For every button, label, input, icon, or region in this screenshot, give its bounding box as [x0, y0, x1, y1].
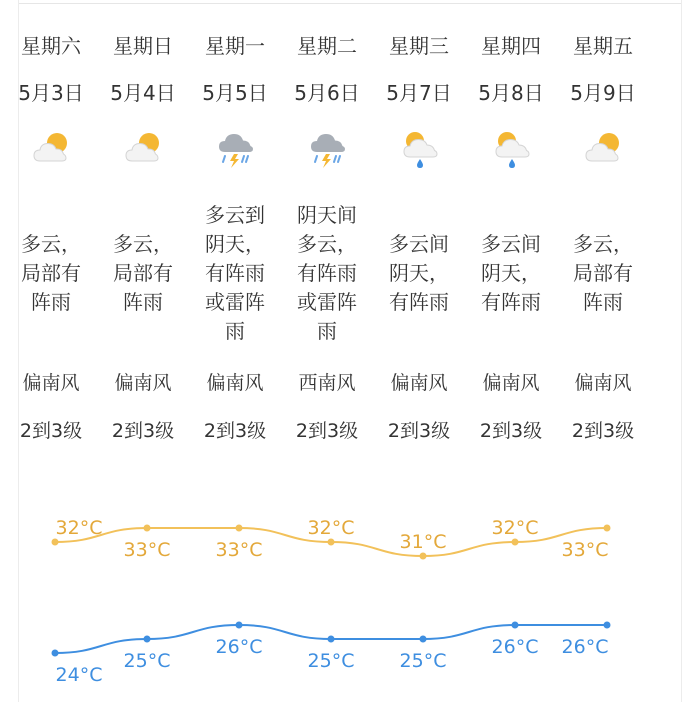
high-temp-point	[52, 539, 59, 546]
day-wind-level: 2到3级	[571, 420, 635, 442]
low-temp-label: 26°C	[561, 636, 609, 658]
day-wind-level: 2到3级	[19, 420, 83, 442]
low-temp-label: 26°C	[491, 636, 539, 658]
day-weekday: 星期五	[573, 34, 633, 58]
low-temp-label: 26°C	[215, 636, 263, 658]
day-condition: 多云间 阴天， 有阵雨	[389, 231, 449, 314]
day-wind-direction: 偏南风	[22, 372, 80, 394]
day-wind-level: 2到3级	[479, 420, 543, 442]
day-condition-box	[189, 198, 281, 348]
day-column	[97, 0, 189, 470]
day-condition-box	[373, 198, 465, 348]
thunderstorm-icon	[215, 128, 257, 170]
day-condition-box	[97, 198, 189, 348]
day-weekday: 星期一	[205, 34, 265, 58]
day-wind-level: 2到3级	[203, 420, 267, 442]
low-temp-point	[604, 622, 611, 629]
day-column	[5, 0, 97, 470]
day-date: 5月6日	[294, 81, 360, 105]
low-temp-label: 25°C	[123, 650, 171, 672]
day-weekday: 星期六	[21, 34, 81, 58]
low-temp-point	[420, 636, 427, 643]
high-temp-label: 32°C	[55, 517, 103, 539]
day-wind-direction: 西南风	[298, 372, 356, 394]
partly-cloudy-icon	[583, 128, 625, 170]
day-column	[189, 0, 281, 470]
day-weekday: 星期三	[389, 34, 449, 58]
day-column	[373, 0, 465, 470]
day-date: 5月3日	[18, 81, 84, 105]
high-temp-label: 32°C	[307, 517, 355, 539]
day-date: 5月9日	[570, 81, 636, 105]
high-temp-point	[604, 525, 611, 532]
day-condition: 多云间 阴天， 有阵雨	[481, 231, 541, 314]
day-condition-box	[465, 198, 557, 348]
temperature-chart	[0, 470, 700, 702]
partly-cloudy-rain-icon	[491, 128, 533, 170]
high-temp-label: 33°C	[215, 539, 263, 561]
day-column	[465, 0, 557, 470]
day-condition: 阴天间 多云， 有阵雨 或雷阵 雨	[297, 202, 357, 343]
day-date: 5月7日	[386, 81, 452, 105]
high-temp-label: 31°C	[399, 531, 447, 553]
low-temp-point	[52, 650, 59, 657]
day-condition: 多云到 阴天， 有阵雨 或雷阵 雨	[205, 202, 265, 343]
day-wind-direction: 偏南风	[206, 372, 264, 394]
high-temp-label: 32°C	[491, 517, 539, 539]
high-temp-point	[144, 525, 151, 532]
day-date: 5月5日	[202, 81, 268, 105]
day-condition: 多云， 局部有 阵雨	[573, 231, 633, 314]
day-weekday: 星期四	[481, 34, 541, 58]
day-weekday: 星期日	[113, 34, 173, 58]
high-temp-point	[512, 539, 519, 546]
high-temp-label: 33°C	[561, 539, 609, 561]
low-temp-point	[328, 636, 335, 643]
day-weekday: 星期二	[297, 34, 357, 58]
high-temp-point	[236, 525, 243, 532]
day-date: 5月4日	[110, 81, 176, 105]
low-temp-point	[144, 636, 151, 643]
day-wind-level: 2到3级	[295, 420, 359, 442]
partly-cloudy-icon	[31, 128, 73, 170]
day-wind-level: 2到3级	[111, 420, 175, 442]
thunderstorm-icon	[307, 128, 349, 170]
day-column	[557, 0, 649, 470]
day-date: 5月8日	[478, 81, 544, 105]
day-wind-direction: 偏南风	[482, 372, 540, 394]
day-wind-direction: 偏南风	[390, 372, 448, 394]
high-temp-label: 33°C	[123, 539, 171, 561]
day-wind-direction: 偏南风	[114, 372, 172, 394]
low-temp-label: 25°C	[399, 650, 447, 672]
day-condition-box	[281, 198, 373, 348]
day-wind-level: 2到3级	[387, 420, 451, 442]
day-condition: 多云， 局部有 阵雨	[21, 231, 81, 314]
day-condition: 多云， 局部有 阵雨	[113, 231, 173, 314]
day-condition-box	[5, 198, 97, 348]
day-condition-box	[557, 198, 649, 348]
high-temp-point	[328, 539, 335, 546]
day-column	[281, 0, 373, 470]
partly-cloudy-icon	[123, 128, 165, 170]
low-temp-label: 25°C	[307, 650, 355, 672]
day-wind-direction: 偏南风	[574, 372, 632, 394]
low-temp-label: 24°C	[55, 664, 103, 686]
low-temp-point	[512, 622, 519, 629]
partly-cloudy-rain-icon	[399, 128, 441, 170]
high-temp-point	[420, 553, 427, 560]
low-temp-point	[236, 622, 243, 629]
